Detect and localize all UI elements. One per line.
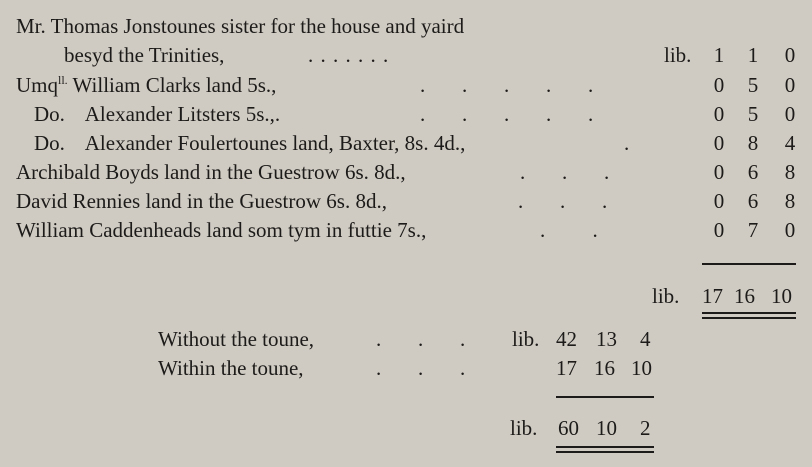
entry-0-pence: 0 <box>784 43 796 67</box>
entry-1-pence: 0 <box>784 73 796 97</box>
entry-4-leader: . . . <box>520 160 610 184</box>
summary-within-pounds: 17 <box>556 356 577 380</box>
entry-1-superscript: ll. <box>58 73 68 87</box>
total-double-rule-bottom <box>556 451 654 453</box>
summary-within-shillings: 16 <box>594 356 615 380</box>
total-pounds: 60 <box>558 416 579 440</box>
entry-5-leader: . . . <box>518 189 608 213</box>
entry-1-text <box>16 73 276 97</box>
subtotal-pence: 10 <box>771 284 792 308</box>
entry-1-leader: . . . . . <box>420 73 594 97</box>
entry-2-leader: . . . . . <box>420 102 594 126</box>
entry-2-text: Do. Alexander Litsters 5s.,. <box>34 102 281 126</box>
entry-6-pounds: 0 <box>713 218 725 242</box>
entry-0-line-1: Mr. Thomas Jonstounes sister for the house and yaird <box>16 14 465 38</box>
subtotal-pounds: 17 <box>702 284 723 308</box>
entry-0-leader: . . . . . . . <box>308 43 390 67</box>
entry-4-text: Archibald Boyds land in the Guestrow 6s. 8d., <box>16 160 406 184</box>
summary-without-pounds: 42 <box>556 327 577 351</box>
entry-1-pounds: 0 <box>713 73 725 97</box>
subtotal-rule <box>702 263 796 265</box>
subtotal-currency: lib. <box>652 284 680 308</box>
summary-without-currency: lib. <box>512 327 540 351</box>
entry-0-pounds: 1 <box>713 43 725 67</box>
total-shillings: 10 <box>596 416 617 440</box>
entry-2-pence: 0 <box>784 102 796 126</box>
entry-5-shillings: 6 <box>747 189 759 213</box>
subtotal-shillings: 16 <box>734 284 755 308</box>
summary-without-label: Without the toune, <box>158 327 315 351</box>
entry-1-prefix: Umq <box>16 73 58 97</box>
summary-without-pence: 4 <box>640 327 651 351</box>
entry-0-line-2: besyd the Trinities, <box>64 43 225 67</box>
total-pence: 2 <box>640 416 651 440</box>
summary-within-leader: . . . <box>376 356 466 380</box>
entry-4-pence: 8 <box>784 160 796 184</box>
entry-4-pounds: 0 <box>713 160 725 184</box>
summary-without-leader: . . . <box>376 327 466 351</box>
summary-within-pence: 10 <box>631 356 652 380</box>
summary-within-label: Within the toune, <box>158 356 304 380</box>
entry-5-pence: 8 <box>784 189 796 213</box>
entry-5-pounds: 0 <box>713 189 725 213</box>
entry-0-shillings: 1 <box>747 43 759 67</box>
entry-1-shillings: 5 <box>747 73 759 97</box>
summary-without-shillings: 13 <box>596 327 617 351</box>
total-rule <box>556 396 654 398</box>
entry-3-text: Do. Alexander Foulertounes land, Baxter, 8s. 4d., <box>34 131 466 155</box>
entry-3-shillings: 8 <box>747 131 759 155</box>
entry-3-leader: . <box>624 131 630 155</box>
entry-1-description: William Clarks land 5s., <box>67 73 277 97</box>
entry-6-shillings: 7 <box>747 218 759 242</box>
entry-6-pence: 0 <box>784 218 796 242</box>
total-double-rule-top <box>556 446 654 448</box>
entry-5-text: David Rennies land in the Guestrow 6s. 8d., <box>16 189 387 213</box>
subtotal-double-rule-bottom <box>702 317 796 319</box>
entry-4-shillings: 6 <box>747 160 759 184</box>
entry-0-currency: lib. <box>664 43 692 67</box>
entry-3-pounds: 0 <box>713 131 725 155</box>
subtotal-double-rule-top <box>702 312 796 314</box>
entry-2-shillings: 5 <box>747 102 759 126</box>
total-currency: lib. <box>510 416 538 440</box>
entry-2-pounds: 0 <box>713 102 725 126</box>
entry-3-pence: 4 <box>784 131 796 155</box>
entry-6-leader: . . <box>540 218 598 242</box>
entry-6-text: William Caddenheads land som tym in futtie 7s., <box>16 218 427 242</box>
